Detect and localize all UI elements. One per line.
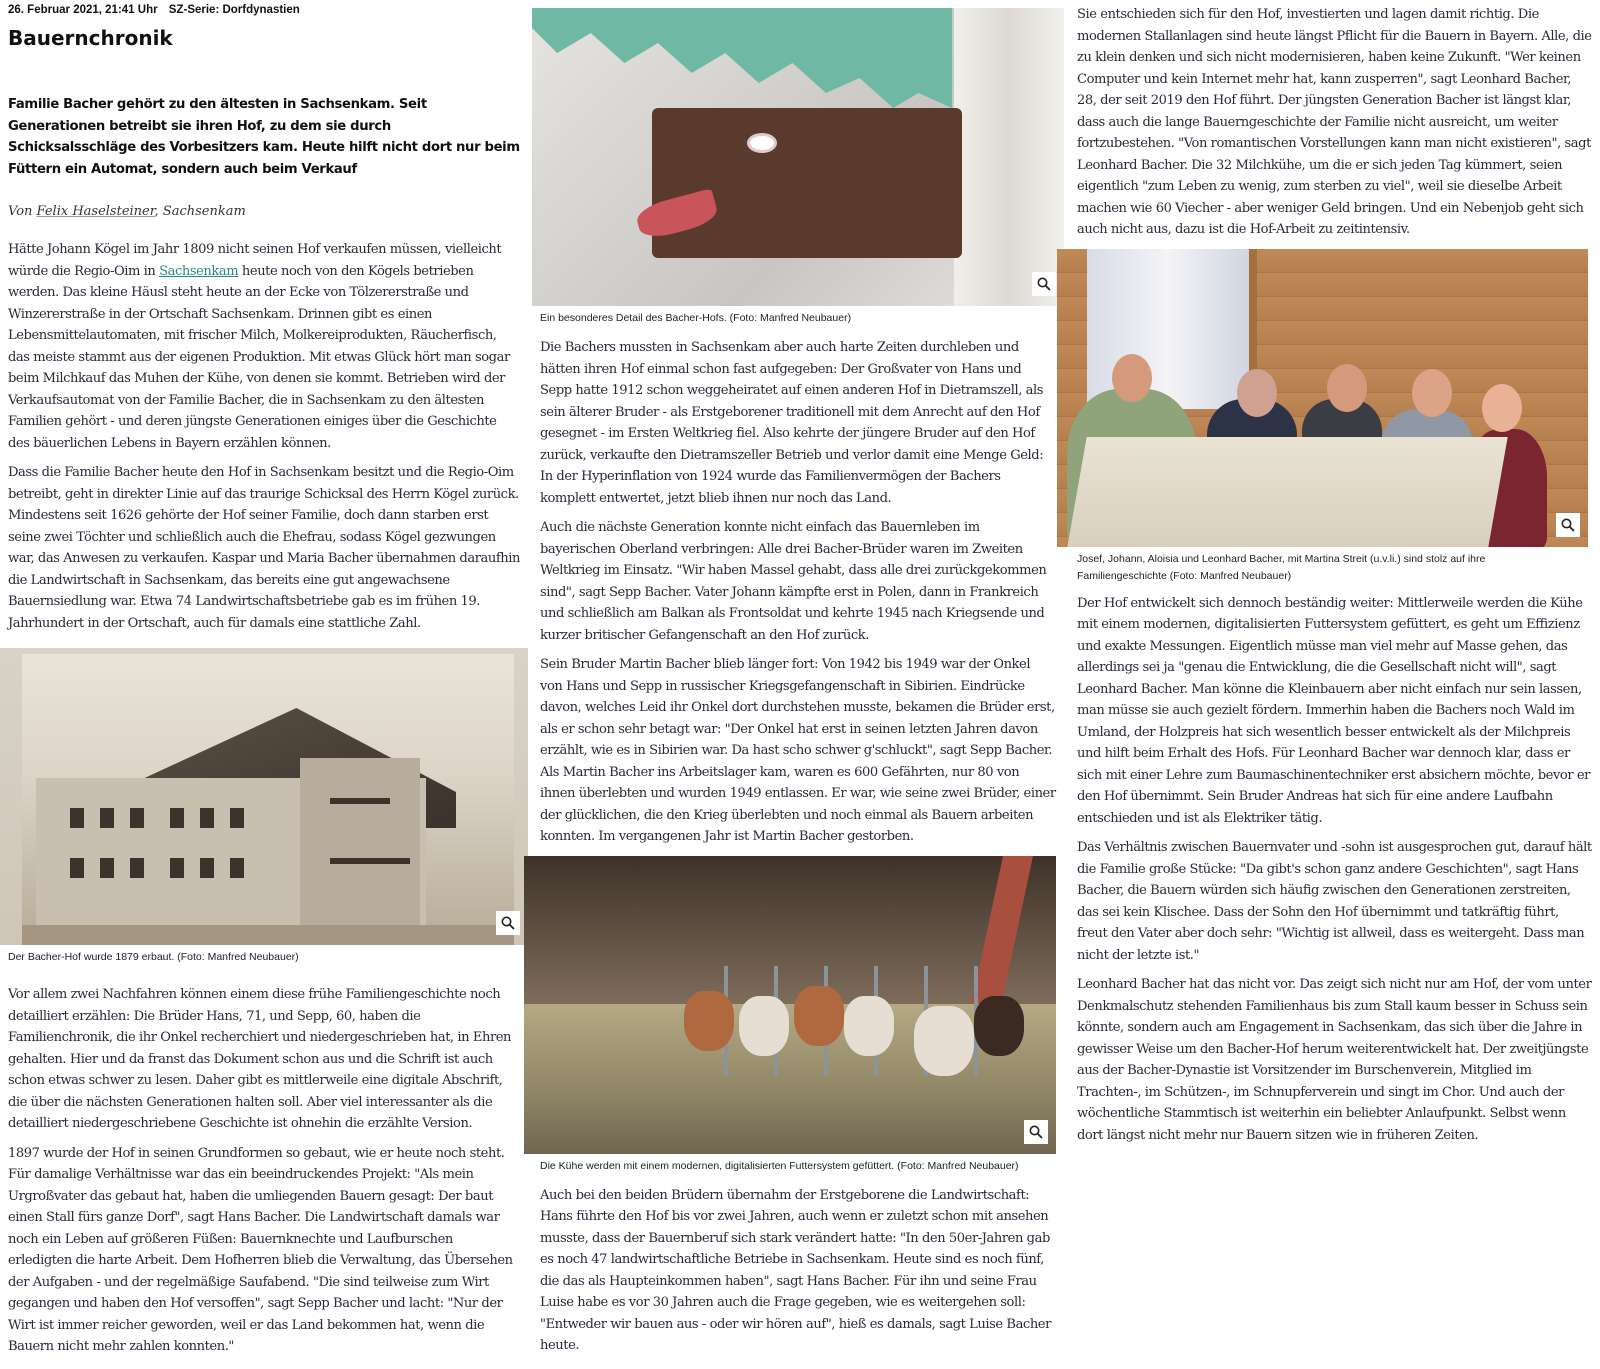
sachsenkam-link[interactable]: Sachsenkam [159, 263, 239, 279]
image-zoom-button[interactable] [1556, 513, 1580, 537]
image-caption: Der Bacher-Hof wurde 1879 erbaut. (Foto: Manfred Neubauer) [8, 951, 299, 963]
zoom-icon [1037, 277, 1051, 291]
photo-bacher-hof-historic[interactable] [0, 648, 528, 945]
paragraph: Auch die nächste Generation konnte nicht einfach das Bauernleben im bayerischen Oberland verbringen: Alle drei Bacher-Brüder waren im Zweiten Weltkrieg im Einsatz. "Wir haben Massel gehabt, dass alle drei zurückgekommen sind", sagt Sepp Bacher. Vater Johann kämpfte erst in Polen, dann in Frankreich und schließlich am Balkan als Frontsoldat und kehrte 1945 nach Kriegsende und kurzer britischer Gefangenschaft an den Hof zurück. [540, 520, 1047, 643]
zoom-icon [1029, 1125, 1043, 1139]
author-link[interactable]: Felix Haselsteiner [36, 204, 155, 219]
article-meta [0, 0, 528, 18]
article-title: Bauernchronik [8, 26, 173, 50]
paragraph: Auch bei den beiden Brüdern übernahm der Erstgeborene die Landwirtschaft: Hans führte den Hof bis vor zwei Jahren, auch wenn er zuletzt schon mit ansehen musste, dass der Bauernberuf sich stark verändert hatte: "In den 50er-Jahren gab es noch 47 landwirtschaftliche Betriebe in Sachsenkam. Heute sind es noch fünf, die das als Haupteinkommen haben", sagt Hans Bacher. Für ihn und seine Frau Luise habe es vor 30 Jahren auch die Frage gegeben, wie es weitergehen soll: "Entweder wir bauen aus - oder wir hören auf", hieß es damals, sagt Luise Bacher heute. [540, 1187, 1051, 1353]
image-caption: Die Kühe werden mit einem modernen, digitalisierten Futtersystem gefüttert. (Foto: Manfred Neubauer) [540, 1159, 1019, 1172]
photo-cows-feeding[interactable] [524, 856, 1056, 1154]
zoom-icon [501, 916, 515, 930]
paragraph: Sie entschieden sich für den Hof, investierten und lagen damit richtig. Die modernen Stallanlagen sind heute längst Pflicht für die Bauern in Bayern. Alle, die zu klein denken und sich nicht modernisieren, haben keine Zukunft. "Wer keinen Computer und kein Internet mehr hat, kann zusperren", sagt Leonhard Bacher, 28, der seit 2019 den Hof führt. Der jüngsten Generation Bacher ist längst klar, dass auch die lange Bauerngeschichte der Familie nicht ausreicht, um weiter fortzubestehen. "Von romantischen Vorstellungen kann man nicht existieren", sagt Leonhard Bacher. Die 32 Milchkühe, um die er sich jeden Tag kümmert, seien eigentlich "zum Leben zu wenig, zum sterben zu viel", weil sie dieselbe Arbeit machen wie 60 Viecher - aber weniger Geld bringen. Und ein Nebenjob geht sich auch nicht aus, dazu ist die Hof-Arbeit zu zeitintensiv. [1077, 7, 1592, 237]
paragraph-text: heute noch von den Kögels betrieben werden. Das kleine Häusl steht heute an der Ecke von Tölzererstraße und Winzererstraße in der Ortschaft Sachsenkam. Drinnen gibt es einen Lebensmittelautomaten, mit frischer Milch, Molkereiprodukten, Räucherfisch, das meiste stammt aus der eigenen Produktion. Mit etwas Glück hört man sogar beim Milchkauf das Muhen der Kühe, von denen sie kommt. Betrieben wird der Verkaufsautomat von der Familie Bacher, die in Sachsenkam zu den ältesten Familien gehört - und deren jüngste Generationen einiges über die Geschichte des bäuerlichen Lebens in Bayern erzählen können. [8, 263, 510, 451]
figure-bacher-hof [0, 648, 528, 966]
paragraph [0, 239, 528, 454]
paragraph: 1897 wurde der Hof in seinen Grundformen so gebaut, wie er heute noch steht. Für damalige Verhältnisse war das ein beeindruckendes Projekt: "Als mein Urgroßvater das gebaut hat, haben die umliegenden Bauern gesagt: Der baut einen Stall fürs ganze Dorf", sagt Hans Bacher. Die Landwirtschaft damals war noch ein Leben auf größeren Füßen: Bauernknechte und Laufburschen erledigten die harte Arbeit. Dem Hofherren blieb die Verwaltung, das Übersehen der Aufgaben - und der regelmäßige Saufabend. "Die sind teilweise zum Wirt gegangen und haben den Hof versoffen", sagt Sepp Bacher und lacht: "Nur der Wirt ist immer reicher geworden, weil er das Land bekommen hat, wenn die Bauern nicht mehr zahlen konnten." [8, 1145, 513, 1354]
zoom-icon [1561, 518, 1575, 532]
image-caption: Ein besonderes Detail des Bacher-Hofs. (Foto: Manfred Neubauer) [540, 312, 852, 324]
byline-prefix: Von [8, 204, 37, 219]
image-zoom-button[interactable] [496, 911, 520, 935]
article-date: 26. Februar 2021, 21:41 Uhr [8, 4, 158, 16]
paragraph: Das Verhältnis zwischen Bauernvater und -sohn ist ausgesprochen gut, darauf hält die Familie große Stücke: "Da gibt's schon ganz andere Geschichten", sagt Hans Bacher, die Bauern würden sich häufig zwischen den Generationen zerstreiten, das sei kein Klischee. Dass der Sohn den Hof übernimmt und tatkräftig führt, freut den Vater aber doch sehr: "Wichtig ist allweil, dass es weitergeht. Dass man nicht der letzte ist." [1077, 840, 1592, 963]
column-middle [532, 0, 1064, 1365]
article-series[interactable]: SZ-Serie: Dorfdynastien [168, 4, 300, 16]
image-caption: Josef, Johann, Aloisia und Leonhard Bacher, mit Martina Streit (u.v.li.) sind stolz auf ihre Familiengeschichte (Foto: Manfred Neubauer) [1077, 552, 1486, 582]
figure-carved-beam [532, 8, 1064, 327]
paragraph: Leonhard Bacher hat das nicht vor. Das zeigt sich nicht nur am Hof, der vom unter Denkmalschutz stehenden Familienhaus bis zum Stall kaum besser in Schuss sein könnte, sondern auch am Engagement in Sachsenkam, das sich über die Jahre in gewisser Weise um den Bacher-Hof herum weiterentwickelt hat. Der zweitjüngste aus der Bacher-Dynastie ist Vorsitzender im Burschenverein, Mitglied im Trachten-, im Schützen-, im Schnupferverein und singt im Chor. Und auch der wöchentliche Stammtisch ist weiterhin ein beliebter Anlaufpunkt. Selbst wenn dort längst nicht mehr nur Bauern sitzen wie in früheren Zeiten. [1077, 977, 1592, 1143]
photo-bacher-family[interactable] [1057, 249, 1588, 547]
paragraph: Dass die Familie Bacher heute den Hof in Sachsenkam besitzt und die Regio-Oim betreibt, geht in direkter Linie auf das traurige Schicksal des Herrn Kögel zurück. Mindestens seit 1626 gehörte der Hof seiner Familie, doch dann starben erst seine zwei Töchter und schließlich auch die Ehefrau, sodass Kögel gezwungen war, das Anwesen zu verkaufen. Kaspar und Maria Bacher übernahmen daraufhin die Landwirtschaft in Sachsenkam, das bereits eine gut angewachsene Bauernsiedlung war. Etwa 74 Landwirtschaftsbetriebe gab es im frühen 19. Jahrhundert in der Ortschaft, auch für damals eine stattliche Zahl. [8, 465, 520, 631]
paragraph: Die Bachers mussten in Sachsenkam aber auch harte Zeiten durchleben und hätten ihren Hof einmal schon fast aufgegeben: Der Großvater von Hans und Sepp hatte 1912 schon weggeheiratet auf einen anderen Hof in Dietramszell, als sein älterer Bruder - als Erstgeborener traditionell mit dem Anrecht auf den Hof gesegnet - im Ersten Weltkrieg fiel. Also kehrte der jüngere Bruder auf den Hof zurück, verkaufte den Dietramszeller Betrieb und verlor damit eine Menge Geld: In der Hyperinflation von 1924 wurde das Familienvermögen der Bachers komplett entwertet, jetzt blieb ihnen nur noch das Land. [540, 340, 1044, 506]
image-zoom-button[interactable] [1032, 272, 1056, 296]
byline-location: , Sachsenkam [154, 204, 246, 219]
paragraph: Der Hof entwickelt sich dennoch beständig weiter: Mittlerweile werden die Kühe mit einem modernen, digitalisierten Futtersystem gefüttert, es geht um Effizienz und exakte Messungen. Eigentlich müsse man viel mehr auf Masse gehen, das allerdings sei ja "genau die Entwicklung, die die Gesellschaft nicht will", sagt Leonhard Bacher. Man könne die Kleinbauern aber nicht einfach nur sein lassen, man müsse sie auch gezielt fördern. Immerhin haben die Bachers noch Wald im Umland, der Holzpreis hat sich wesentlich besser entwickelt als der Milchpreis und hilft beim Erhalt des Hofs. Für Leonhard Bacher war dennoch klar, dass er sich mit einer Lehre zum Baumaschinentechniker erst absichern möchte, bevor er den Hof übernimmt. Sein Bruder Andreas hat sich für eine andere Laufbahn entschieden und ist als Elektriker tätig. [1077, 595, 1590, 826]
paragraph: Vor allem zwei Nachfahren können einem diese frühe Familiengeschichte noch detailliert erzählen: Die Brüder Hans, 71, und Sepp, 60, haben die Familienchronik, die ihr Onkel recherchiert und niedergeschrieben hat, in Ehren gehalten. Hier und da franst das Dokument schon aus und die Schrift ist auch schon etwas schwer zu lesen. Daher gibt es mittlerweile eine digitale Abschrift, die über die nächsten Generationen halten soll. Aber viel interessanter als die detailliert niedergeschriebene Geschichte ist ohnehin die erzählte Version. [8, 987, 512, 1131]
photo-carved-beam[interactable] [532, 8, 1064, 306]
article-teaser: Familie Bacher gehört zu den ältesten in Sachsenkam. Seit Generationen betreibt sie ihren Hof, zu dem sie durch Schicksalsschläge des Vorbesitzers kam. Heute hilft nicht dort nur beim Füttern ein Automat, sondern auch beim Verkauf [8, 97, 520, 177]
paragraph: Sein Bruder Martin Bacher blieb länger fort: Von 1942 bis 1949 war der Onkel von Hans und Sepp in russischer Kriegsgefangenschaft in Sibirien. Eindrücke davon, welches Leid ihr Onkel dort durchstehen musste, bekamen die Brüder erst, als er schon sehr betagt war: "Der Onkel hat erst in seinen letzten Jahren davon erzählt, wie es in Sibirien war. Da hast scho schwer g'schluckt", sagt Sepp Bacher. Als Martin Bacher ins Arbeitslager kam, waren es 600 Gefährten, nur 80 von ihnen überlebten und wurden 1949 entlassen. Er war, wie seine zwei Brüder, einer der glücklichen, die den Krieg überlebten und noch einmal als Bauern arbeiten konnten. Im vergangenen Jahr ist Martin Bacher gestorben. [540, 657, 1056, 844]
figure-cows [524, 856, 1064, 1175]
image-zoom-button[interactable] [1024, 1120, 1048, 1144]
paragraph-text: Hätte Johann Kögel im Jahr 1809 nicht seinen Hof verkaufen müssen, vielleicht würde die Regio-Oim in [8, 242, 502, 279]
figure-family [1057, 249, 1600, 585]
byline [0, 180, 528, 219]
column-left [0, 0, 528, 1366]
column-right [1069, 0, 1600, 1154]
